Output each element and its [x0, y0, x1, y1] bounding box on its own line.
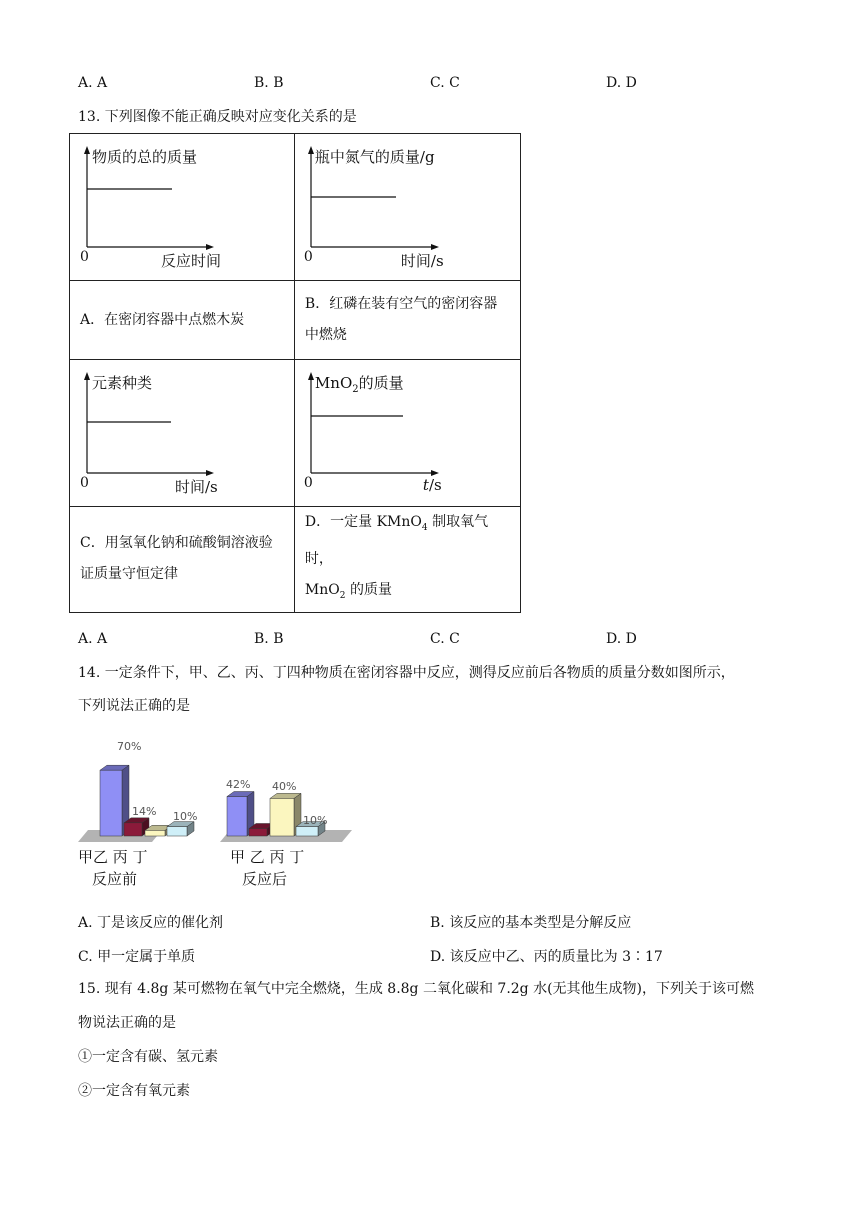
graph-a-origin: 0 [80, 249, 89, 265]
caption-c: C．用氢氧化钠和硫酸铜溶液验 证质量守恒定律 [70, 507, 295, 613]
graph-c-origin: 0 [80, 475, 89, 491]
label-before-ding: 10% [173, 810, 198, 823]
q15-item-2: ②一定含有氧元素 [78, 1083, 190, 1099]
q13-option-b: B. B [254, 631, 284, 647]
q13-option-d: D. D [606, 631, 637, 647]
label-before-yi: 14% [132, 805, 157, 818]
label-after-jia: 42% [226, 778, 251, 791]
q15-stem-line2: 物说法正确的是 [78, 1015, 176, 1031]
caption-a: A．在密闭容器中点燃木炭 [70, 281, 295, 360]
graph-b-ylabel: 瓶中氮气的质量/g [314, 148, 435, 166]
q14-stem-line2: 下列说法正确的是 [78, 698, 190, 714]
q12-option-d: D. D [606, 75, 637, 91]
q14-bar-chart [70, 730, 360, 900]
q13-option-a: A. A [78, 631, 108, 647]
q15-stem-line1: 15. 现有 4.8g 某可燃物在氧气中完全燃烧，生成 8.8g 二氧化碳和 7.2g 水(无其他生成物)，下列关于该可燃 [78, 981, 755, 997]
caption-b: B．红磷在装有空气的密闭容器 中燃烧 [294, 281, 520, 360]
graph-a-xlabel: 反应时间 [161, 252, 222, 270]
q14-option-a: A. 丁是该反应的催化剂 [78, 915, 224, 931]
graph-b [295, 134, 520, 280]
q12-option-a: A. A [78, 75, 108, 91]
label-after-bing: 40% [272, 780, 297, 793]
q13-option-c: C. C [430, 631, 460, 647]
bar-before-ding [167, 822, 194, 836]
graph-d-xlabel: t/s [422, 476, 442, 494]
graph-d-ylabel: MnO$_2$的质量 [314, 374, 404, 395]
names-after: 甲 乙 丙 丁 [230, 848, 305, 866]
caption-after: 反应后 [242, 870, 288, 888]
graph-d-origin: 0 [303, 475, 313, 491]
graph-a [70, 134, 294, 280]
q14-option-b: B. 该反应的基本类型是分解反应 [430, 915, 632, 931]
names-before: 甲乙 丙 丁 [78, 848, 148, 866]
label-before-jia: 70% [117, 740, 142, 753]
graph-d [295, 360, 520, 506]
q13-graph-table [69, 133, 521, 613]
graph-a-ylabel: 物质的总的质量 [92, 148, 198, 166]
graph-b-origin: 0 [303, 249, 313, 265]
label-after-ding: 10% [303, 814, 328, 827]
q14-option-d: D. 该反应中乙、丙的质量比为 3∶17 [430, 949, 663, 965]
caption-before: 反应前 [92, 870, 138, 888]
graph-c-xlabel: 时间/s [175, 478, 218, 496]
caption-d: D．一定量 KMnO$_4$ 制取氧气时， MnO$_2$ 的质量 [294, 507, 520, 613]
q14-stem-line1: 14. 一定条件下，甲、乙、丙、丁四种物质在密闭容器中反应，测得反应前后各物质的质量分数如图所示， [78, 665, 735, 681]
graph-b-xlabel: 时间/s [400, 252, 444, 270]
q12-option-c: C. C [430, 75, 460, 91]
graph-c [70, 360, 294, 506]
q14-option-c: C. 甲一定属于单质 [78, 949, 196, 965]
q13-stem: 13. 下列图像不能正确反映对应变化关系的是 [78, 109, 357, 125]
q15-item-1: ①一定含有碳、氢元素 [78, 1049, 218, 1065]
q12-option-b: B. B [254, 75, 284, 91]
graph-c-ylabel: 元素种类 [92, 374, 153, 392]
